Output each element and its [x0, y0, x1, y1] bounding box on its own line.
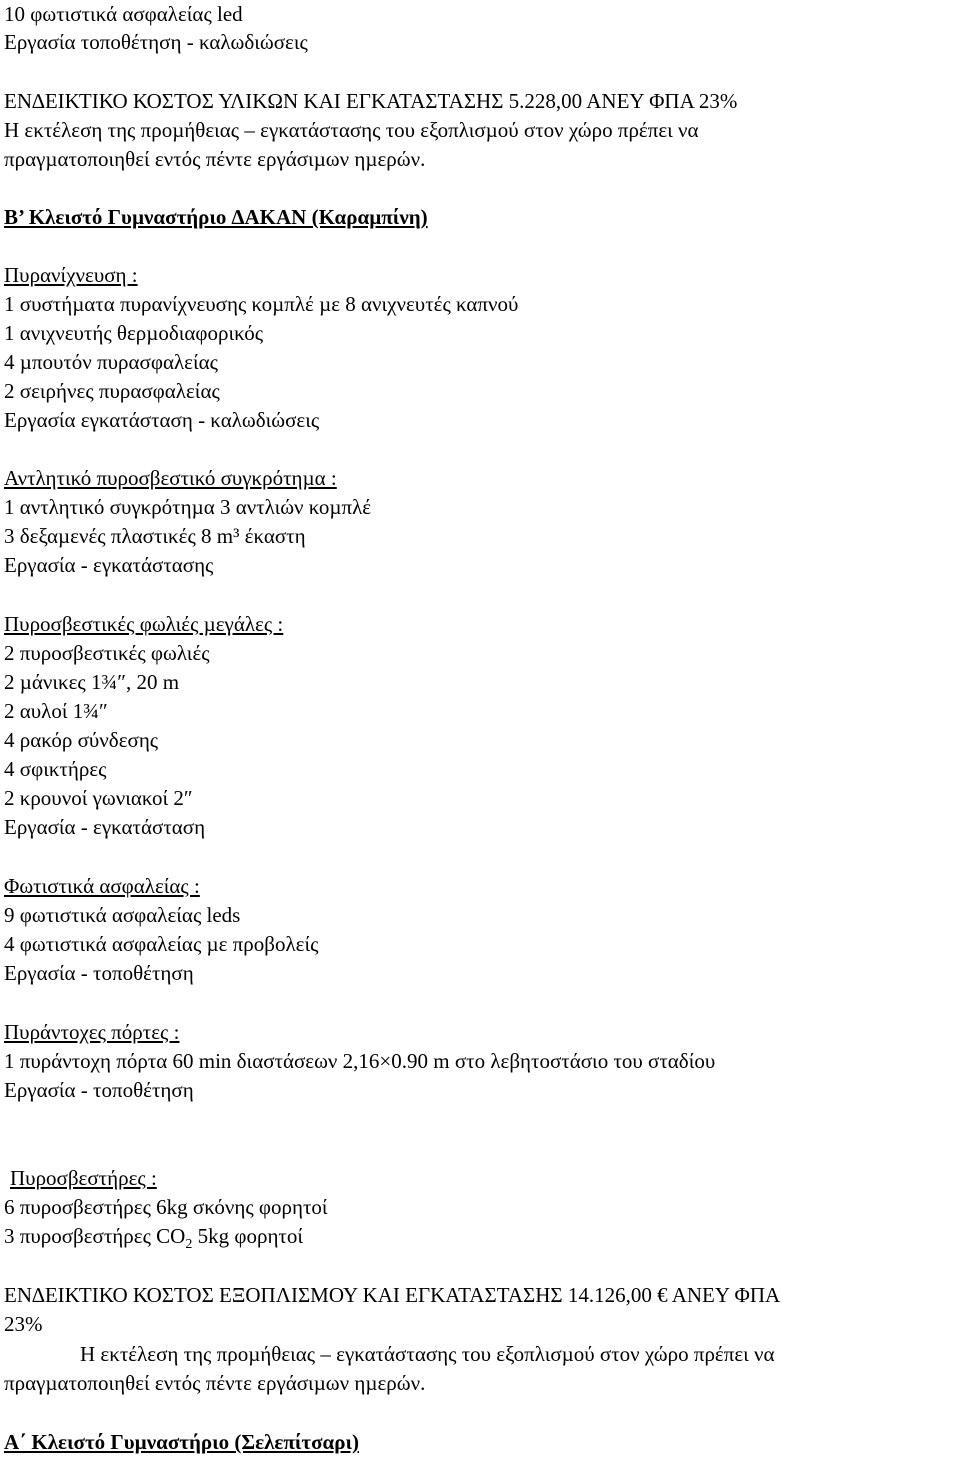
deadline-line: Η εκτέλεση της προµήθειας – εγκατάστασης του εξοπλισµού στον χώρο πρέπει να: [4, 118, 699, 142]
list-item: 9 φωτιστικά ασφαλείας leds: [4, 903, 241, 927]
list-item: 4 φωτιστικά ασφαλείας µε προβολείς: [4, 932, 319, 956]
deadline-line: Η εκτέλεση της προµήθειας – εγκατάστασης του εξοπλισµού στον χώρο πρέπει να: [80, 1342, 775, 1366]
list-item: 6 πυροσβεστήρες 6kg σκόνης φορητοί: [4, 1195, 328, 1219]
list-item: Εργασία εγκατάσταση - καλωδιώσεις: [4, 408, 320, 432]
item-line: 10 φωτιστικά ασφαλείας led: [4, 2, 243, 26]
work-line: Εργασία τοποθέτηση - καλωδιώσεις: [4, 30, 308, 54]
list-item: 2 πυροσβεστικές φωλιές: [4, 641, 210, 665]
list-item: 2 αυλοί 1¾″: [4, 699, 108, 723]
item-text: 5kg φορητοί: [192, 1224, 304, 1248]
list-item: Εργασία - εγκατάσταση: [4, 815, 206, 839]
subsection-heading: Αντλητικό πυροσβεστικό συγκρότηµα :: [4, 466, 337, 490]
cost-line: ΕΝ∆ΕΙΚΤΙΚΟ ΚΟΣΤΟΣ ΥΛΙΚΩΝ ΚΑΙ ΕΓΚΑΤΑΣΤΑΣΗΣ 5.228,00 ΑΝΕΥ ΦΠΑ 23%: [4, 89, 738, 113]
subsection-heading: Πυροσβεστήρες :: [10, 1166, 157, 1190]
section-title: Α΄ Κλειστό Γυµναστήριο (Σελεπίτσαρι): [4, 1430, 359, 1454]
subsection-heading: Πυρανίχνευση :: [4, 263, 138, 287]
list-item: Εργασία - τοποθέτηση: [4, 961, 194, 985]
list-item: Εργασία - εγκατάστασης: [4, 553, 214, 577]
list-item: 1 συστήµατα πυρανίχνευσης κοµπλέ µε 8 ανιχνευτές καπνού: [4, 292, 519, 316]
subsection-heading: Πυράντοχες πόρτες :: [4, 1020, 180, 1044]
list-item: 1 πυράντοχη πόρτα 60 min διαστάσεων 2,16×0.90 m στο λεβητοστάσιο του σταδίου: [4, 1049, 716, 1073]
list-item: 3 δεξαµενές πλαστικές 8 m³ έκαστη: [4, 524, 306, 548]
cost-line: 23%: [4, 1312, 43, 1336]
list-item: 4 σφικτήρες: [4, 757, 107, 781]
list-item: Εργασία - τοποθέτηση: [4, 1078, 194, 1102]
list-item: 4 ρακόρ σύνδεσης: [4, 728, 159, 752]
list-item: 1 ανιχνευτής θερµοδιαφορικός: [4, 321, 264, 345]
section-title: Β’ Κλειστό Γυµναστήριο ∆ΑΚΑΝ (Καραµπίνη): [4, 205, 428, 229]
deadline-line: πραγµατοποιηθεί εντός πέντε εργάσιµων ηµερών.: [4, 147, 426, 171]
list-item: 2 κρουνοί γωνιακοί 2″: [4, 786, 193, 810]
deadline-line: πραγµατοποιηθεί εντός πέντε εργάσιµων ηµερών.: [4, 1371, 426, 1395]
list-item: [4, 1222, 303, 1251]
cost-line: ΕΝ∆ΕΙΚΤΙΚΟ ΚΟΣΤΟΣ ΕΞΟΠΛΙΣΜΟΥ ΚΑΙ ΕΓΚΑΤΑΣΤΑΣΗΣ 14.126,00 € ΑΝΕΥ ΦΠΑ: [4, 1283, 781, 1307]
list-item: 2 µάνικες 1¾″, 20 m: [4, 670, 180, 694]
item-text: 3 πυροσβεστήρες CO: [4, 1224, 186, 1248]
subsection-heading: Φωτιστικά ασφαλείας :: [4, 874, 200, 898]
list-item: 1 αντλητικό συγκρότηµα 3 αντλιών κοµπλέ: [4, 495, 372, 519]
subscript: 2: [185, 1237, 193, 1253]
list-item: 4 µπουτόν πυρασφαλείας: [4, 350, 218, 374]
subsection-heading: Πυροσβεστικές φωλιές µεγάλες :: [4, 612, 284, 636]
list-item: 2 σειρήνες πυρασφαλείας: [4, 379, 220, 403]
